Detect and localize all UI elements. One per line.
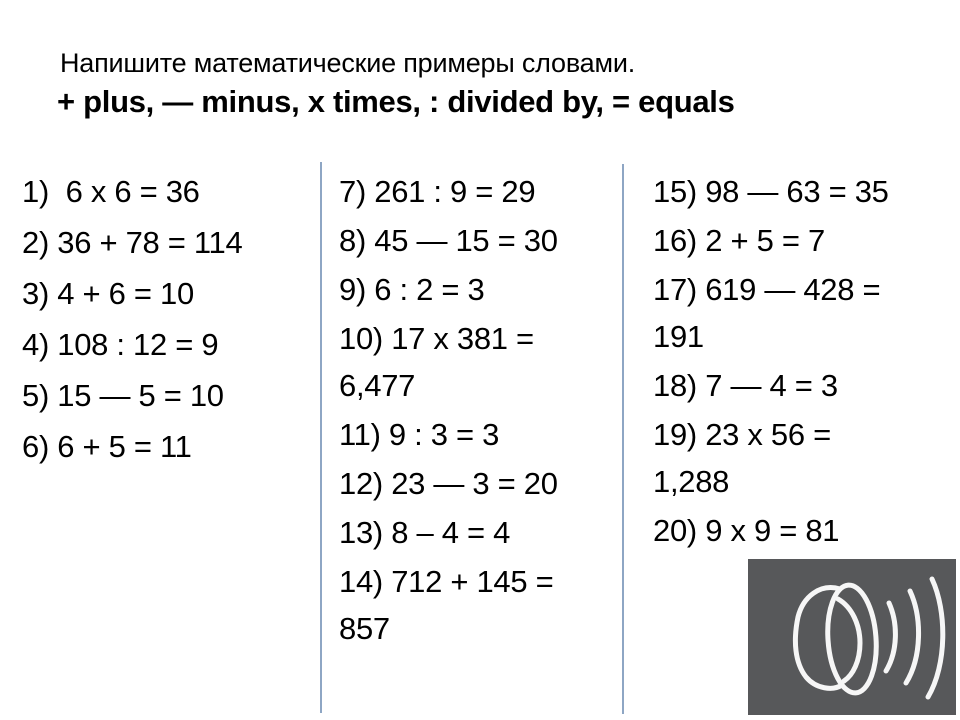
math-problem-15: 15) 98 — 63 = 35 [653,174,889,209]
problems-column-3 [653,168,912,556]
math-problem-3: 3) 4 + 6 = 10 [22,276,194,311]
speaker-icon [748,559,956,715]
math-problem-14: 14) 712 + 145 = 857 [339,564,562,646]
math-problem-13: 13) 8 – 4 = 4 [339,515,511,550]
math-problem-10: 10) 17 x 381 = 6,477 [339,321,543,403]
math-problem-16: 16) 2 + 5 = 7 [653,223,825,258]
math-problem-1: 1) 6 x 6 = 36 [22,174,200,209]
column-divider-1 [320,162,322,713]
problems-column-1 [22,168,318,474]
math-problem-7: 7) 261 : 9 = 29 [339,174,536,209]
math-problem-9: 9) 6 : 2 = 3 [339,272,485,307]
math-problem-12: 12) 23 — 3 = 20 [339,466,558,501]
math-problem-20: 20) 9 x 9 = 81 [653,513,840,548]
math-problem-11: 11) 9 : 3 = 3 [339,417,500,452]
column-divider-2 [622,164,624,714]
slide-title: Напишите математические примеры словами. [60,48,636,78]
math-problem-18: 18) 7 — 4 = 3 [653,368,838,403]
math-problem-17: 17) 619 — 428 = 191 [653,272,889,354]
math-problem-6: 6) 6 + 5 = 11 [22,429,192,464]
audio-playback-button[interactable] [748,559,956,715]
math-problem-5: 5) 15 — 5 = 10 [22,378,224,413]
slide-subtitle-legend: + plus, — minus, x times, : divided by, = equals [57,84,735,119]
math-problem-19: 19) 23 x 56 = 1,288 [653,417,840,499]
math-problem-8: 8) 45 — 15 = 30 [339,223,558,258]
problems-column-2 [339,168,602,654]
math-problem-2: 2) 36 + 78 = 114 [22,225,243,260]
math-problem-4: 4) 108 : 12 = 9 [22,327,219,362]
